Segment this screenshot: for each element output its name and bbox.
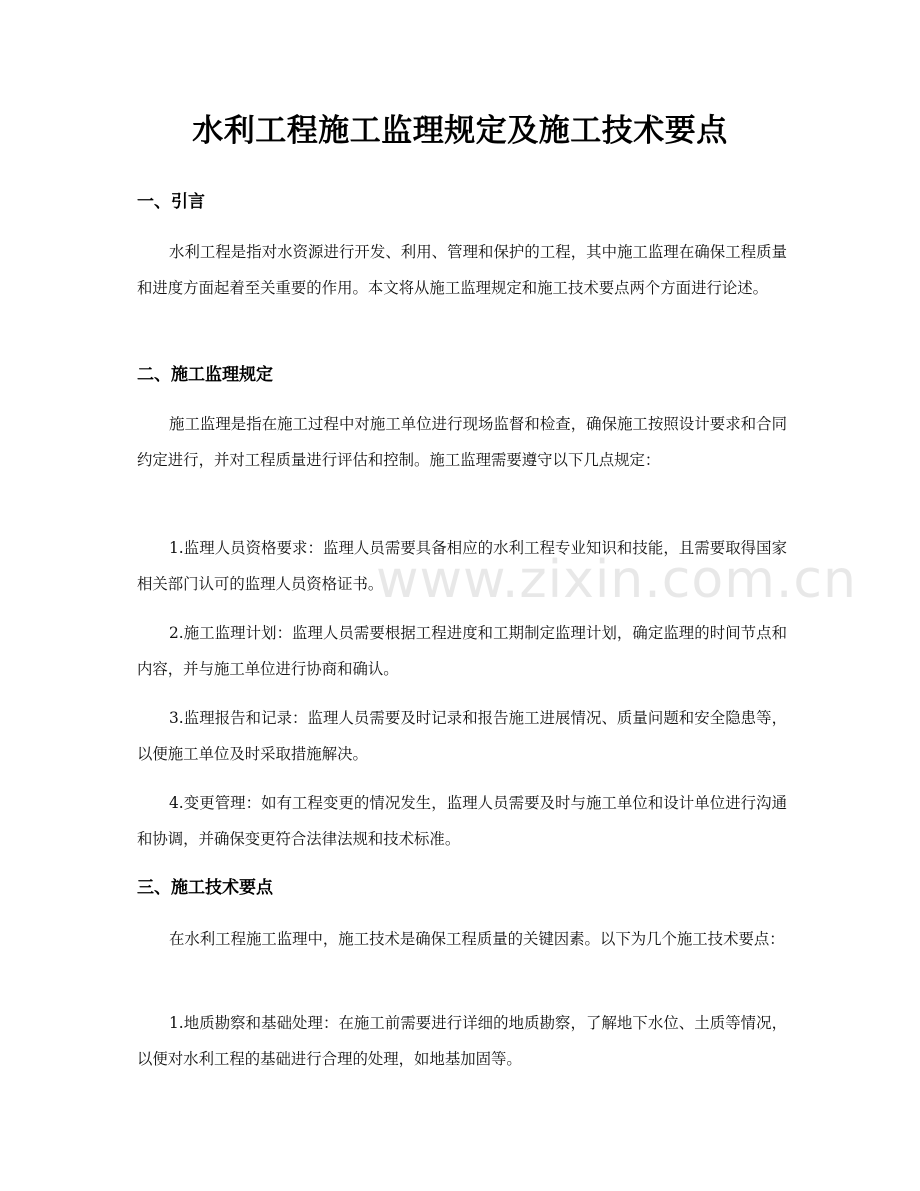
- section-heading-introduction: 一、引言: [137, 192, 205, 212]
- section-heading-supervision-rules: 二、施工监理规定: [137, 365, 273, 385]
- paragraph-introduction: 水利工程是指对水资源进行开发、利用、管理和保护的工程，其中施工监理在确保工程质量和进度方面起着至关重要的作用。本文将从施工监理规定和施工技术要点两个方面进行论述。: [137, 243, 787, 297]
- watermark-text: www.zixin.com.cn: [376, 550, 857, 610]
- paragraph-rule-3: 3.监理报告和记录：监理人员需要及时记录和报告施工进展情况、质量问题和安全隐患等，以便施工单位及时采取措施解决。: [137, 709, 787, 763]
- document-title: 水利工程施工监理规定及施工技术要点: [192, 113, 728, 149]
- paragraph-technical-point-1: 1.地质勘察和基础处理：在施工前需要进行详细的地质勘察，了解地下水位、土质等情况，以便对水利工程的基础进行合理的处理，如地基加固等。: [137, 1014, 787, 1068]
- paragraph-technical-intro: 在水利工程施工监理中，施工技术是确保工程质量的关键因素。以下为几个施工技术要点：: [169, 930, 785, 948]
- paragraph-rule-4: 4.变更管理：如有工程变更的情况发生，监理人员需要及时与施工单位和设计单位进行沟通和协调，并确保变更符合法律法规和技术标准。: [137, 794, 787, 848]
- paragraph-supervision-intro: 施工监理是指在施工过程中对施工单位进行现场监督和检查，确保施工按照设计要求和合同约定进行，并对工程质量进行评估和控制。施工监理需要遵守以下几点规定：: [137, 415, 787, 469]
- paragraph-rule-1: 1.监理人员资格要求：监理人员需要具备相应的水利工程专业知识和技能，且需要取得国家相关部门认可的监理人员资格证书。: [137, 539, 787, 593]
- section-heading-technical-points: 三、施工技术要点: [137, 878, 273, 898]
- paragraph-rule-2: 2.施工监理计划：监理人员需要根据工程进度和工期制定监理计划，确定监理的时间节点和内容，并与施工单位进行协商和确认。: [137, 624, 787, 678]
